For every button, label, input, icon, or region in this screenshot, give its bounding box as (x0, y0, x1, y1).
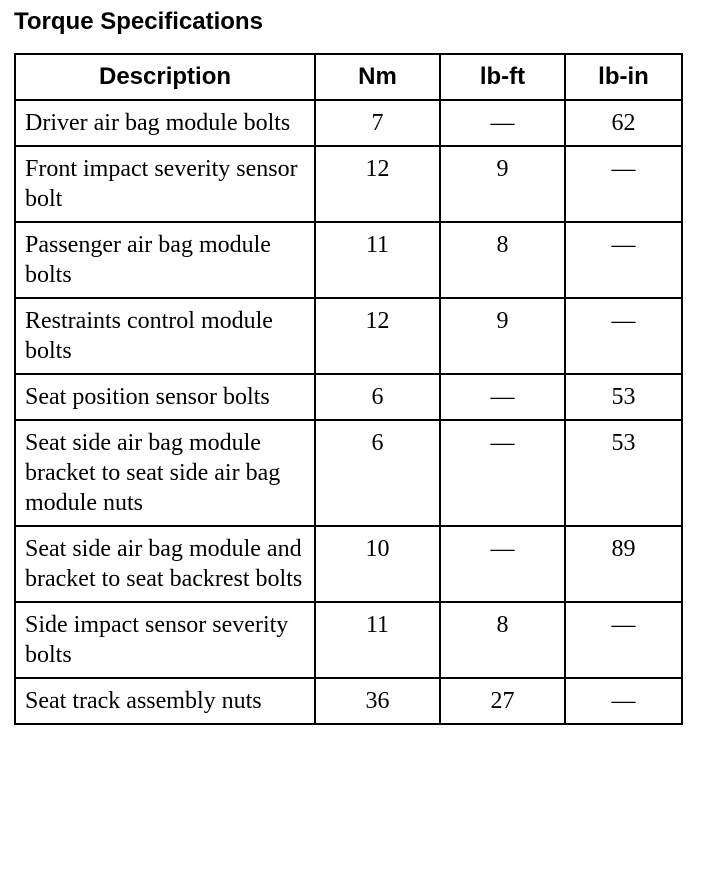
nm-cell: 6 (315, 374, 440, 420)
nm-cell: 12 (315, 146, 440, 222)
lb-ft-cell: 9 (440, 146, 565, 222)
nm-cell: 11 (315, 222, 440, 298)
description-cell: Passenger air bag module bolts (15, 222, 315, 298)
lb-in-cell: 62 (565, 100, 682, 146)
lb-in-cell: — (565, 678, 682, 724)
column-header-description: Description (15, 54, 315, 100)
column-header-lb-in: lb-in (565, 54, 682, 100)
table-row (15, 602, 682, 678)
description-cell: Seat side air bag module and bracket to seat backrest bolts (15, 526, 315, 602)
lb-ft-cell: 27 (440, 678, 565, 724)
lb-in-cell: 53 (565, 374, 682, 420)
lb-in-cell: — (565, 222, 682, 298)
table-row (15, 374, 682, 420)
column-header-lb-ft: lb-ft (440, 54, 565, 100)
lb-ft-cell: — (440, 374, 565, 420)
table-row (15, 678, 682, 724)
description-cell: Seat side air bag module bracket to seat side air bag module nuts (15, 420, 315, 526)
torque-spec-table (14, 53, 683, 725)
column-header-nm: Nm (315, 54, 440, 100)
lb-in-cell: — (565, 602, 682, 678)
description-cell: Seat track assembly nuts (15, 678, 315, 724)
table-row (15, 526, 682, 602)
lb-ft-cell: 8 (440, 602, 565, 678)
nm-cell: 11 (315, 602, 440, 678)
table-row (15, 298, 682, 374)
description-cell: Side impact sensor severity bolts (15, 602, 315, 678)
lb-in-cell: 53 (565, 420, 682, 526)
nm-cell: 6 (315, 420, 440, 526)
table-header-row (15, 54, 682, 100)
nm-cell: 12 (315, 298, 440, 374)
lb-ft-cell: — (440, 526, 565, 602)
nm-cell: 36 (315, 678, 440, 724)
description-cell: Seat position sensor bolts (15, 374, 315, 420)
page-title: Torque Specifications (14, 8, 263, 35)
description-cell: Front impact severity sensor bolt (15, 146, 315, 222)
lb-in-cell: — (565, 298, 682, 374)
table-row (15, 420, 682, 526)
description-cell: Driver air bag module bolts (15, 100, 315, 146)
nm-cell: 7 (315, 100, 440, 146)
lb-in-cell: — (565, 146, 682, 222)
table-row (15, 222, 682, 298)
table-row (15, 100, 682, 146)
lb-ft-cell: 8 (440, 222, 565, 298)
lb-ft-cell: — (440, 420, 565, 526)
lb-in-cell: 89 (565, 526, 682, 602)
table-row (15, 146, 682, 222)
nm-cell: 10 (315, 526, 440, 602)
lb-ft-cell: 9 (440, 298, 565, 374)
description-cell: Restraints control module bolts (15, 298, 315, 374)
lb-ft-cell: — (440, 100, 565, 146)
